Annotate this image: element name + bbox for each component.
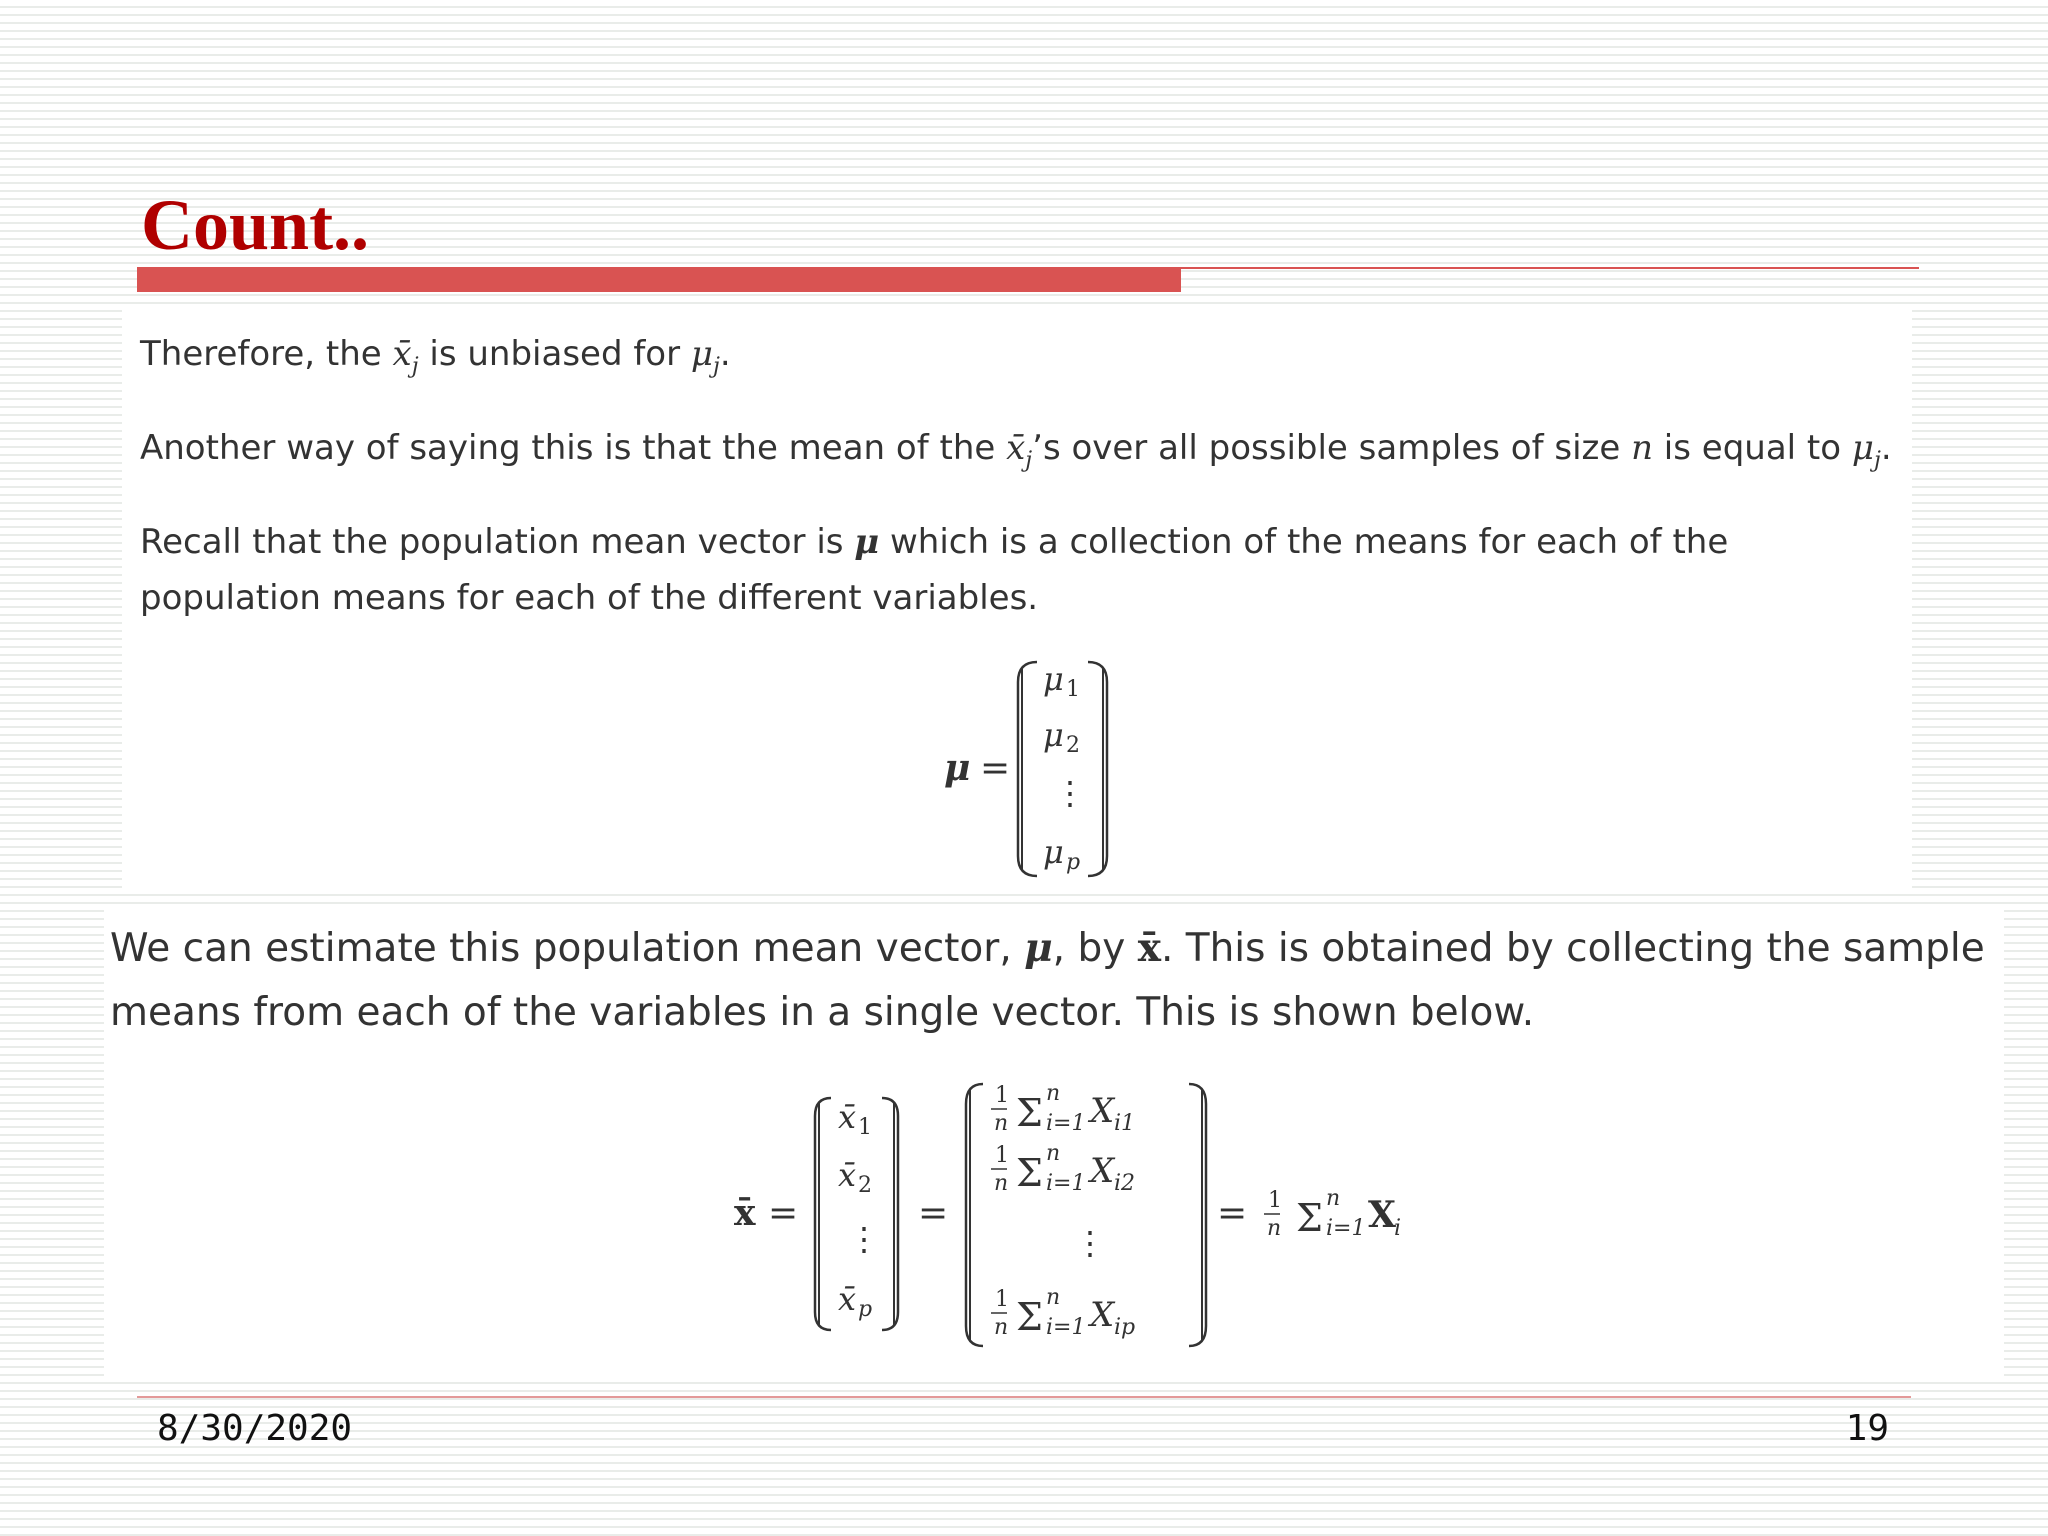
math-mu: μ: [1851, 428, 1874, 468]
content-panel-bottom: [104, 904, 2004, 1378]
title-underline-thick: [137, 267, 1181, 292]
eq-lhs-mu: μ: [944, 747, 971, 789]
xbar-sub-p: p: [858, 1297, 873, 1322]
page-number: 19: [1845, 1408, 1889, 1449]
text: which is a collection of the means for each of the population means for each of the different variables.: [140, 522, 1729, 618]
text: Recall that the population mean vector is: [140, 522, 855, 562]
frac-num-1: 1: [995, 1083, 1009, 1108]
math-sub: j: [411, 352, 419, 379]
sum-lower-rhs: i=1: [1326, 1216, 1366, 1241]
text: . This is obtained by collecting the sample means from each of the variables in a single vector. This is shown below.: [110, 926, 1985, 1035]
math-sub: j: [1025, 446, 1033, 473]
math-mu-bold: μ: [854, 522, 880, 562]
text: We can estimate this population mean vector,: [110, 926, 1025, 971]
xbar-p: x̄: [838, 1280, 857, 1318]
equation-mu-svg: [122, 310, 1912, 892]
vec1-left-paren: [815, 1098, 831, 1330]
title-underline-thin: [1181, 267, 1919, 269]
vdots-1: ⋮: [848, 1220, 880, 1258]
math-sub: j: [1873, 446, 1881, 473]
entry-sub-p: p: [1066, 850, 1081, 875]
eq-lhs-xbar: x̄: [734, 1192, 756, 1234]
vec2-left-paren: [966, 1084, 983, 1346]
vdots-2: ⋮: [1074, 1224, 1106, 1262]
sum-lower-p: i=1: [1046, 1315, 1086, 1340]
vdots: ⋮: [1054, 774, 1086, 812]
frac-den-2: n: [994, 1171, 1009, 1196]
xbar-sub-1: 1: [858, 1115, 872, 1140]
sigma-p: Σ: [1016, 1295, 1043, 1339]
X-p: X: [1090, 1295, 1115, 1335]
right-paren: [1088, 662, 1107, 876]
frac-num-p: 1: [995, 1287, 1009, 1312]
math-sub: j: [713, 352, 720, 379]
entry-mup: μ: [1043, 833, 1064, 871]
sigma-rhs: Σ: [1296, 1196, 1323, 1240]
footer-date: 8/30/2020: [157, 1408, 353, 1449]
frac-den-rhs: n: [1267, 1216, 1282, 1241]
math-mu-bold: μ: [1024, 925, 1053, 971]
text: Therefore, the: [140, 334, 393, 374]
math-mu: μ: [690, 334, 714, 374]
math-xbar: x̄: [392, 334, 412, 374]
text: .: [1880, 428, 1892, 468]
text: is unbiased for: [418, 334, 691, 374]
frac-num-rhs: 1: [1268, 1188, 1282, 1213]
math-xbar: x̄: [1006, 428, 1026, 468]
eq-equals: =: [980, 748, 1011, 789]
entry-mu2: μ: [1043, 716, 1064, 754]
X-sub-p: ip: [1114, 1315, 1136, 1340]
equation-xbar-svg: [104, 904, 2004, 1378]
sum-upper-rhs: n: [1326, 1186, 1341, 1211]
sum-upper-p: n: [1046, 1285, 1061, 1310]
math-xbar-bold: x̄: [1137, 925, 1161, 971]
vec1-right-paren: [882, 1098, 898, 1330]
sigma-2: Σ: [1016, 1151, 1043, 1195]
X-2: X: [1090, 1151, 1115, 1191]
vec2-right-paren: [1189, 1084, 1206, 1346]
xbar-sub-2: 2: [858, 1173, 872, 1198]
entry-mu1: μ: [1043, 660, 1064, 698]
eq-equals-2: =: [918, 1193, 949, 1234]
text: , by: [1052, 926, 1138, 971]
entry-sub-1: 1: [1066, 677, 1080, 702]
sum-upper-2: n: [1046, 1141, 1061, 1166]
text: is equal to: [1653, 428, 1852, 468]
left-paren: [1018, 662, 1037, 876]
text: ’s over all possible samples of size: [1032, 428, 1632, 468]
sum-upper-1: n: [1046, 1081, 1061, 1106]
frac-num-2: 1: [995, 1143, 1009, 1168]
eq-equals-1: =: [768, 1193, 799, 1234]
sum-lower-2: i=1: [1046, 1171, 1086, 1196]
entry-sub-2: 2: [1066, 733, 1080, 758]
frac-den-1: n: [994, 1111, 1009, 1136]
X-1: X: [1090, 1091, 1115, 1131]
text: Another way of saying this is that the mean of the: [140, 428, 1007, 468]
xbar-1: x̄: [838, 1098, 857, 1136]
text: .: [719, 334, 731, 374]
X-sub-2: i2: [1114, 1171, 1136, 1196]
footer-divider: [137, 1396, 1911, 1398]
sigma-1: Σ: [1016, 1091, 1043, 1135]
math-n: n: [1631, 428, 1653, 468]
bold-X-sub: i: [1394, 1216, 1402, 1241]
content-panel-top: [122, 310, 1912, 892]
slide-title: Count..: [141, 185, 370, 265]
sum-lower-1: i=1: [1046, 1111, 1086, 1136]
xbar-2: x̄: [838, 1156, 857, 1194]
frac-den-p: n: [994, 1315, 1009, 1340]
X-sub-1: i1: [1114, 1111, 1136, 1136]
bold-X: X: [1368, 1194, 1396, 1236]
eq-equals-3: =: [1217, 1193, 1248, 1234]
